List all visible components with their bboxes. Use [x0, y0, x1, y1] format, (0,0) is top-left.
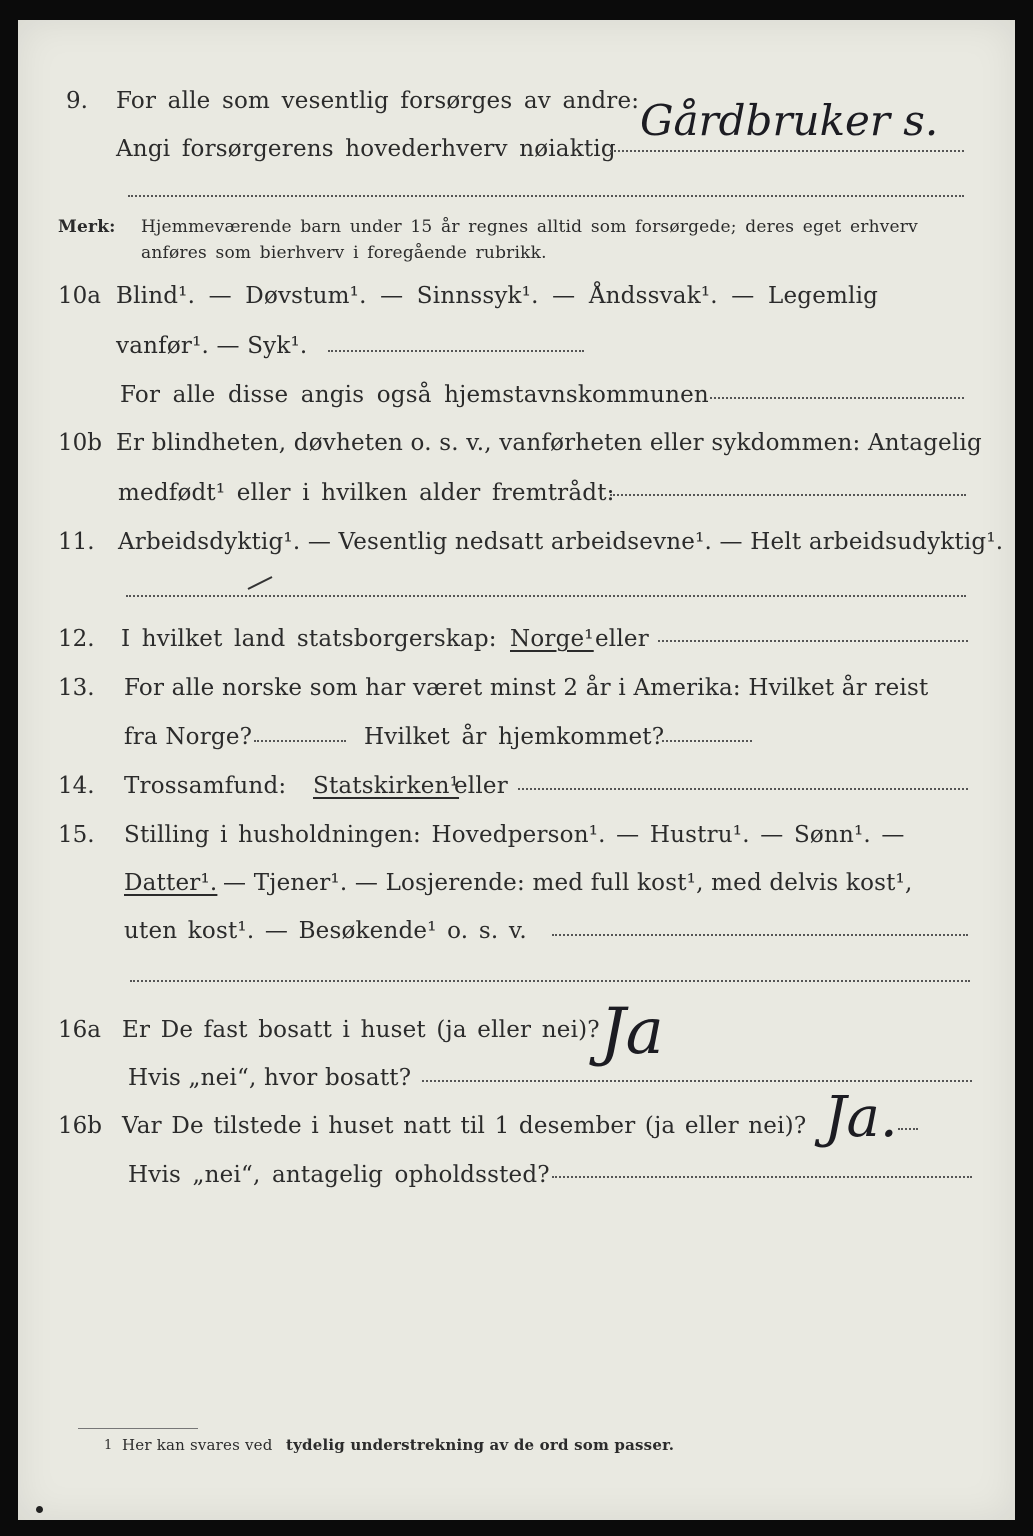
- q16a-line1: Er De fast bosatt i huset (ja eller nei)?: [122, 1017, 600, 1043]
- q16a-bosatt-line: [422, 1080, 972, 1082]
- q11-number: 11.: [58, 529, 95, 555]
- q11-answer-line: [126, 595, 966, 597]
- q12-norge-underlined: Norge¹: [510, 626, 594, 652]
- q9-number: 9.: [66, 88, 88, 114]
- q15-line3: uten kost¹. — Besøkende¹ o. s. v.: [124, 918, 527, 944]
- q10b-number: 10b: [58, 430, 102, 456]
- q10a-number: 10a: [58, 283, 101, 309]
- q16a-handwritten-answer: Ja: [600, 995, 664, 1069]
- q10b-answer-line: [610, 494, 966, 496]
- q13-line1: For alle norske som har været minst 2 år i Amerika: Hvilket år reist: [124, 675, 929, 701]
- q10a-syk-line: [328, 350, 584, 352]
- q12-prefix: I hvilket land statsborgerskap:: [121, 626, 497, 652]
- q16b-line2: Hvis „nei“, antagelig opholdssted?: [128, 1162, 550, 1188]
- q16a-line2: Hvis „nei“, hvor bosatt?: [128, 1065, 412, 1091]
- q10a-line1: Blind¹. — Døvstum¹. — Sinnssyk¹. — Åndssvak¹. — Legemlig: [116, 283, 879, 309]
- q12-answer-line: [658, 640, 968, 642]
- q11-pen-tick: [246, 575, 276, 591]
- q12-suffix: eller: [595, 626, 649, 652]
- q15-extra-line: [130, 980, 970, 982]
- q11-line1: Arbeidsdyktig¹. — Vesentlig nedsatt arbeidsevne¹. — Helt arbeidsudyktig¹.: [118, 529, 1004, 555]
- q10b-line1: Er blindheten, døvheten o. s. v., vanførheten eller sykdommen: Antagelig: [116, 430, 982, 456]
- q9-line2: Angi forsørgerens hovederhverv nøiaktig: [116, 136, 616, 162]
- q14-statskirken-underlined: Statskirken¹: [313, 773, 460, 799]
- census-form-page: [18, 20, 1015, 1520]
- q10a-line2: vanfør¹. — Syk¹.: [116, 333, 308, 359]
- merk-label: Merk:: [58, 217, 116, 237]
- q16a-number: 16a: [58, 1017, 101, 1043]
- q14-number: 14.: [58, 773, 95, 799]
- q14-prefix: Trossamfund:: [124, 773, 287, 799]
- merk-line1: Hjemmeværende barn under 15 år regnes alltid som forsørgede; deres eget erhverv: [141, 217, 918, 237]
- footnote-mark: 1: [104, 1438, 113, 1453]
- q13-line2a: fra Norge?: [124, 724, 253, 750]
- q15-number: 15.: [58, 822, 95, 848]
- q14-suffix: eller: [454, 773, 508, 799]
- footnote-text-b: tydelig understrekning av de ord som passer.: [286, 1436, 675, 1454]
- merk-line2: anføres som bierhverv i foregående rubrikk.: [141, 243, 547, 263]
- q10a-kommune-line: [710, 397, 964, 399]
- q14-answer-line: [518, 788, 968, 790]
- q13-hjemkommet-line: [662, 740, 752, 742]
- q9-extra-line: [128, 195, 964, 197]
- q16b-number: 16b: [58, 1113, 102, 1139]
- q9-line1: For alle som vesentlig forsørges av andre:: [116, 88, 640, 114]
- q15-line2: — Tjener¹. — Losjerende: med full kost¹, med delvis kost¹,: [223, 870, 913, 896]
- paper-speck: [36, 1506, 43, 1513]
- q9-answer-line: [610, 150, 964, 152]
- q15-line1: Stilling i husholdningen: Hovedperson¹. — Hustru¹. — Sønn¹. —: [124, 822, 905, 848]
- q10b-line2: medfødt¹ eller i hvilken alder fremtrådt:: [118, 480, 615, 506]
- q16b-line1: Var De tilstede i huset natt til 1 desember (ja eller nei)?: [122, 1113, 807, 1139]
- footnote-rule: [78, 1428, 198, 1429]
- q16b-handwritten-answer: Ja.: [824, 1085, 898, 1150]
- q13-number: 13.: [58, 675, 95, 701]
- q9-handwritten-answer: Gårdbruker s.: [640, 96, 939, 145]
- q13-reist-line: [254, 740, 346, 742]
- q16b-answer-line: [898, 1128, 918, 1130]
- q16b-opholdssted-line: [552, 1176, 972, 1178]
- footnote-text-a: Her kan svares ved: [122, 1436, 273, 1454]
- q10a-line3: For alle disse angis også hjemstavnskommunen: [120, 382, 709, 408]
- q12-number: 12.: [58, 626, 95, 652]
- q15-answer-line: [552, 934, 968, 936]
- q13-line2b: Hvilket år hjemkommet?: [364, 724, 665, 750]
- q15-datter-underlined: Datter¹.: [124, 870, 218, 896]
